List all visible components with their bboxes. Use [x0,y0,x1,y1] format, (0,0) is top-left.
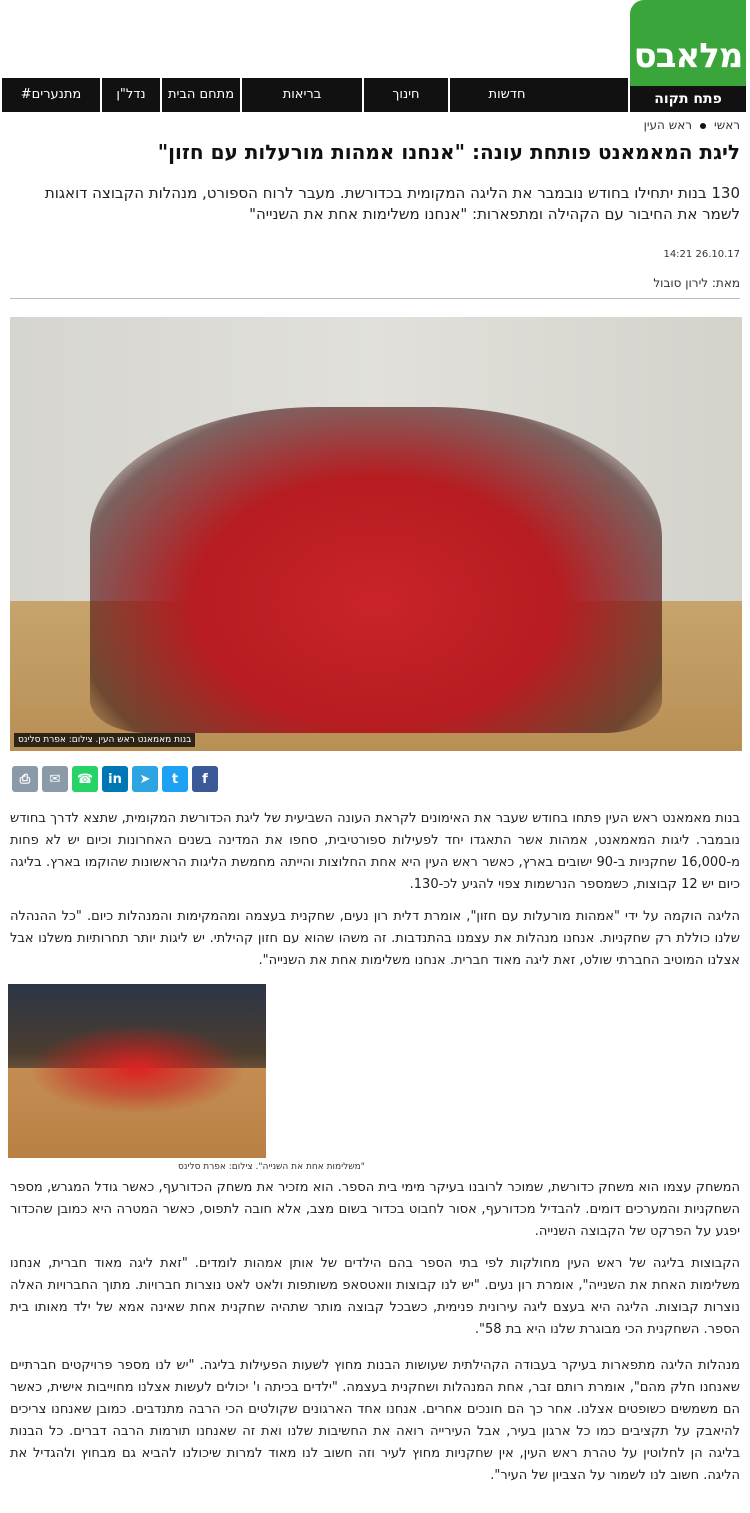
article-subtitle: 130 בנות יתחילו בחודש נובמבר את הליגה המקומית בכדורשת. מעבר לרוח הספורט, מנהלות הקבוצה דואגות לשמר את החיבור עם הקהילה ומתפארות: "אנחנו משלימות אחת את השנייה" [44,184,740,223]
twitter-icon[interactable]: t [162,766,188,792]
nav-item-mitnaarim[interactable]: #מתנערים [0,78,100,112]
article-title: ליגת המאמאנט פותחת עונה: "אנחנו אמהות מורעלות עם חזון" [157,140,740,164]
photo-team-group [90,407,662,733]
article-date: 26.10.17 14:21 [663,249,740,260]
side-photo [8,984,266,1158]
main-nav [0,78,628,112]
article-paragraph: מנהלות הליגה מתפארות בעיקר בעבודה הקהילתית שעושות הבנות מחוץ לשעות הפעילות בליגה. "יש לנו מספר פרויקטים חברתיים שאנחנו חלק מהם", אומרת רותם זבר, אחת המנהלות ושחקנית בעצמה. "ילדים בכיתה ו' יכולים לעשות אצלנו מחוייבות אישית, כאשר הם משמשים כשופטים אצלנו. אחר כך הם חונכים אחרים. אנחנו אחד הארגונים שקולטים הכי הרבה מתנדבים. כמובן שאנחנו צריכים להיאבק על תקציבים כמו כל ארגון בעיר, אבל העירייה רואה את החשיבות שלנו ואת זה שאנחנו תורמות הרבה דברים. כל הבנות בליגה הן לחלוטין על טהרת ראש העין, אין שחקניות מחוץ לעיר וזה חשוב לנו מאוד למרות שיכולנו להביא גם מבחוץ ולהגדיל את הליגה. חשוב לנו לשמור על הצביון של העיר". [10,1358,740,1483]
print-icon[interactable]: ⎙ [12,766,38,792]
main-photo [10,317,742,751]
article-paragraph: בנות מאמאנט ראש העין פתחו בחודש שעבר את האימונים לקראת העונה השביעית של ליגת הכדורשת המקומית, שתצא לדרך בחודש נובמבר. ליגות המאמאנט, אמהות אשר התאגדו יחד לפעילות ספורטיבית, סחפו את המדינה בשנים האחרונות וכיום יש לא פחות מ-16,000 שחקניות ב-90 ישובים בארץ, כאשר ראש העין היא אחת החלוצות והייתה מחמשת הליגות הראשונות שהוקמו בארץ. בליגה כיום יש 12 קבוצות, כשמספר הנרשמות צפוי להגיע לכ-130. [10,811,740,892]
logo-city: פתח תקוה [630,86,746,112]
facebook-icon[interactable]: f [192,766,218,792]
logo-brand: מלאבס [633,36,743,76]
whatsapp-icon[interactable]: ☎ [72,766,98,792]
share-bar [12,766,218,792]
nav-item-health[interactable]: בריאות [240,78,362,112]
breadcrumb-separator-icon [700,123,706,129]
breadcrumb-section[interactable]: ראש העין [643,118,693,132]
article-paragraph: המשחק עצמו הוא משחק כדורשת, שמוכר לרובנו בעיקר מימי בית הספר. הוא מזכיר את משחק הכדורעף, כאשר גודל המגרש, מספר השחקניות והמערכים דומים. להבדיל מכדורעף, אסור לחבוט בכדור בשום מצב, אלא חובה לתפוס, כאשר המטרה היא כמובן שהכדור יפגע על הפרקט של הקבוצה השנייה. [10,1180,740,1239]
article-paragraph: הליגה הוקמה על ידי "אמהות מורעלות עם חזון", אומרת דלית רון נעים, שחקנית בעצמה ומהמקימות והמנהלות כיום. "כל ההנהלה שלנו כוללת רק שחקניות. אנחנו מנהלות את עצמנו בהתנדבות. זה משהו שהוא עם חזון קהילתי. יש ליגות יותר תחרותיות משלנו אבל אצלנו המוטיב החברתי שולט, זאת ליגה מאוד חברית. אנחנו משלימות אחת את השנייה". [10,909,740,968]
telegram-icon[interactable]: ➤ [132,766,158,792]
linkedin-icon[interactable]: in [102,766,128,792]
breadcrumb-home[interactable]: ראשי [714,118,740,132]
mail-icon[interactable]: ✉ [42,766,68,792]
divider [10,298,740,299]
article-paragraph: הקבוצות בליגה של ראש העין מחולקות לפי בתי הספר בהם הילדים של אותן אמהות לומדים. "זאת ליגה מאוד חברית, אנחנו משלימות האחת את השנייה", אומרת רון נעים. "יש לנו קבוצות וואטסאפ משותפות ולאט לאט נוצרות חברויות. מתוך החברויות האלה נוצרות קבוצות. הליגה היא בעצם ליגה עירונית פנימית, כשבכל קבוצה מותר שתהיה שחקנית אחת שאינה אמא של ילד מאותו בית הספר. השחקנית הכי מבוגרת שלנו היא בת 58". [10,1256,740,1337]
side-photo-caption: "משלימות אחת את השנייה". צילום: אפרת סלינס [178,1162,365,1172]
nav-item-news[interactable]: חדשות [448,78,564,112]
photo-players [28,1024,246,1114]
site-logo[interactable] [630,0,746,112]
nav-item-education[interactable]: חינוך [362,78,448,112]
breadcrumb [644,118,740,132]
article-author: מאת: לירון סובול [653,276,740,290]
nav-item-realestate[interactable]: נדל"ן [100,78,160,112]
nav-item-home-complex[interactable]: מתחם הבית [160,78,240,112]
main-photo-credit: בנות מאמאנט ראש העין. צילום: אפרת סלינס [14,733,195,747]
